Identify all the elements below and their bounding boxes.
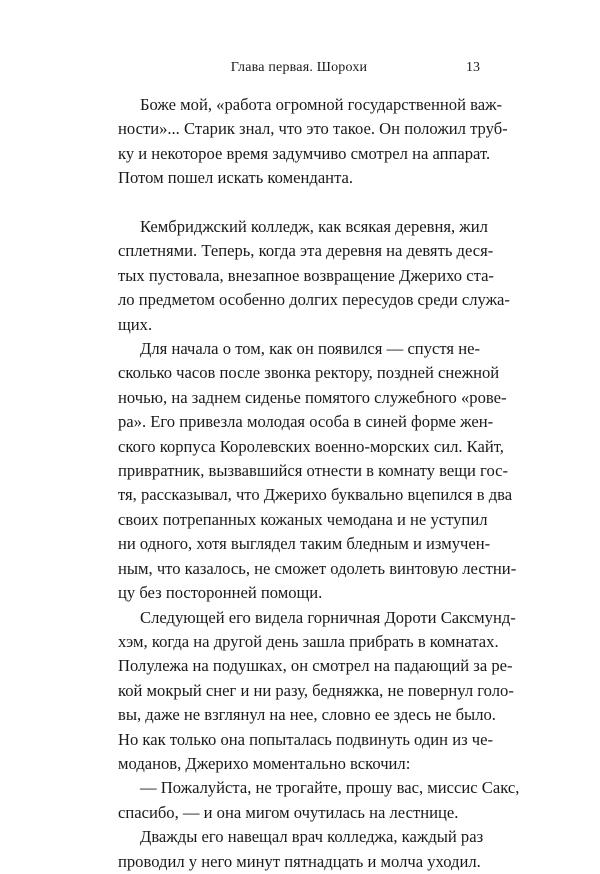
- text-line: ным, что казалось, не сможет одолеть винтовую лестни-: [118, 558, 517, 578]
- paragraph: [118, 825, 484, 874]
- text-line: Кембриджский колледж, как всякая деревня, жил: [140, 217, 488, 237]
- text-line: вы, даже не взглянул на нее, словно ее здесь не было.: [118, 705, 496, 725]
- text-line: сколько часов после звонка ректору, поздней снежной: [118, 363, 500, 383]
- text-line: ра». Его привезла молодая особа в синей форме жен-: [118, 412, 494, 432]
- text-line: ку и некоторое время задумчиво смотрел на аппарат.: [118, 143, 491, 163]
- text-line: сплетнями. Теперь, когда эта деревня на девять деся-: [118, 241, 494, 261]
- text-line: ночью, на заднем сиденье помятого служебного «рове-: [118, 387, 507, 407]
- text-line: проводил у него минут пятнадцать и молча уходил.: [118, 851, 481, 871]
- text-line: ни одного, хотя выглядел таким бледным и измучен-: [118, 534, 491, 554]
- text-line: хэм, когда на другой день зашла прибрать в комнатах.: [118, 631, 499, 651]
- text-line: Полулежа на подушках, он смотрел на падающий за ре-: [118, 656, 513, 676]
- text-line: спасибо, — и она мигом очутилась на лестнице.: [118, 802, 459, 822]
- text-line: ло предметом особенно долгих пересудов среди служа-: [118, 290, 510, 310]
- text-line: Дважды его навещал врач колледжа, каждый раз: [140, 827, 484, 847]
- text-line: Для начала о том, как он появился — спустя не-: [140, 339, 480, 359]
- text-line: своих потрепанных кожаных чемодана и не уступил: [118, 509, 488, 529]
- text-line: Но как только она попыталась подвинуть один из че-: [118, 729, 494, 749]
- text-line: ского корпуса Королевских военно-морских сил. Кайт,: [118, 436, 504, 456]
- section-break: [118, 191, 480, 215]
- text-line: тых пустовала, внезапное возвращение Джерихо ста-: [118, 265, 494, 285]
- text-line: кой мокрый снег и ни разу, бедняжка, не повернул голо-: [118, 680, 514, 700]
- paragraph-dialogue: [118, 776, 520, 825]
- text-line: Боже мой, «работа огромной государственной важ-: [140, 95, 503, 114]
- text-line: — Пожалуйста, не трогайте, прошу вас, миссис Сакс,: [140, 778, 520, 798]
- text-line: цу без посторонней помощи.: [118, 583, 323, 603]
- text-line: щих.: [118, 314, 153, 334]
- text-line: Следующей его видела горничная Дороти Саксмунд-: [140, 607, 516, 627]
- paragraph: [118, 215, 510, 337]
- paragraph: [118, 606, 516, 777]
- running-head: [118, 60, 480, 80]
- text-line: привратник, вызвавшийся отнести в комнату вещи гос-: [118, 461, 509, 481]
- paragraph: [118, 337, 517, 605]
- body-text: [118, 93, 520, 874]
- text-line: Потом пошел искать коменданта.: [118, 168, 354, 188]
- page-number: 13: [466, 60, 480, 75]
- text-line: ности»... Старик знал, что это такое. Он положил труб-: [118, 119, 508, 139]
- paragraph: [118, 93, 508, 191]
- text-line: моданов, Джерихо моментально вскочил:: [118, 753, 411, 773]
- running-title: Глава первая. Шорохи: [230, 60, 368, 75]
- text-line: тя, рассказывал, что Джерихо буквально вцепился в два: [118, 485, 513, 505]
